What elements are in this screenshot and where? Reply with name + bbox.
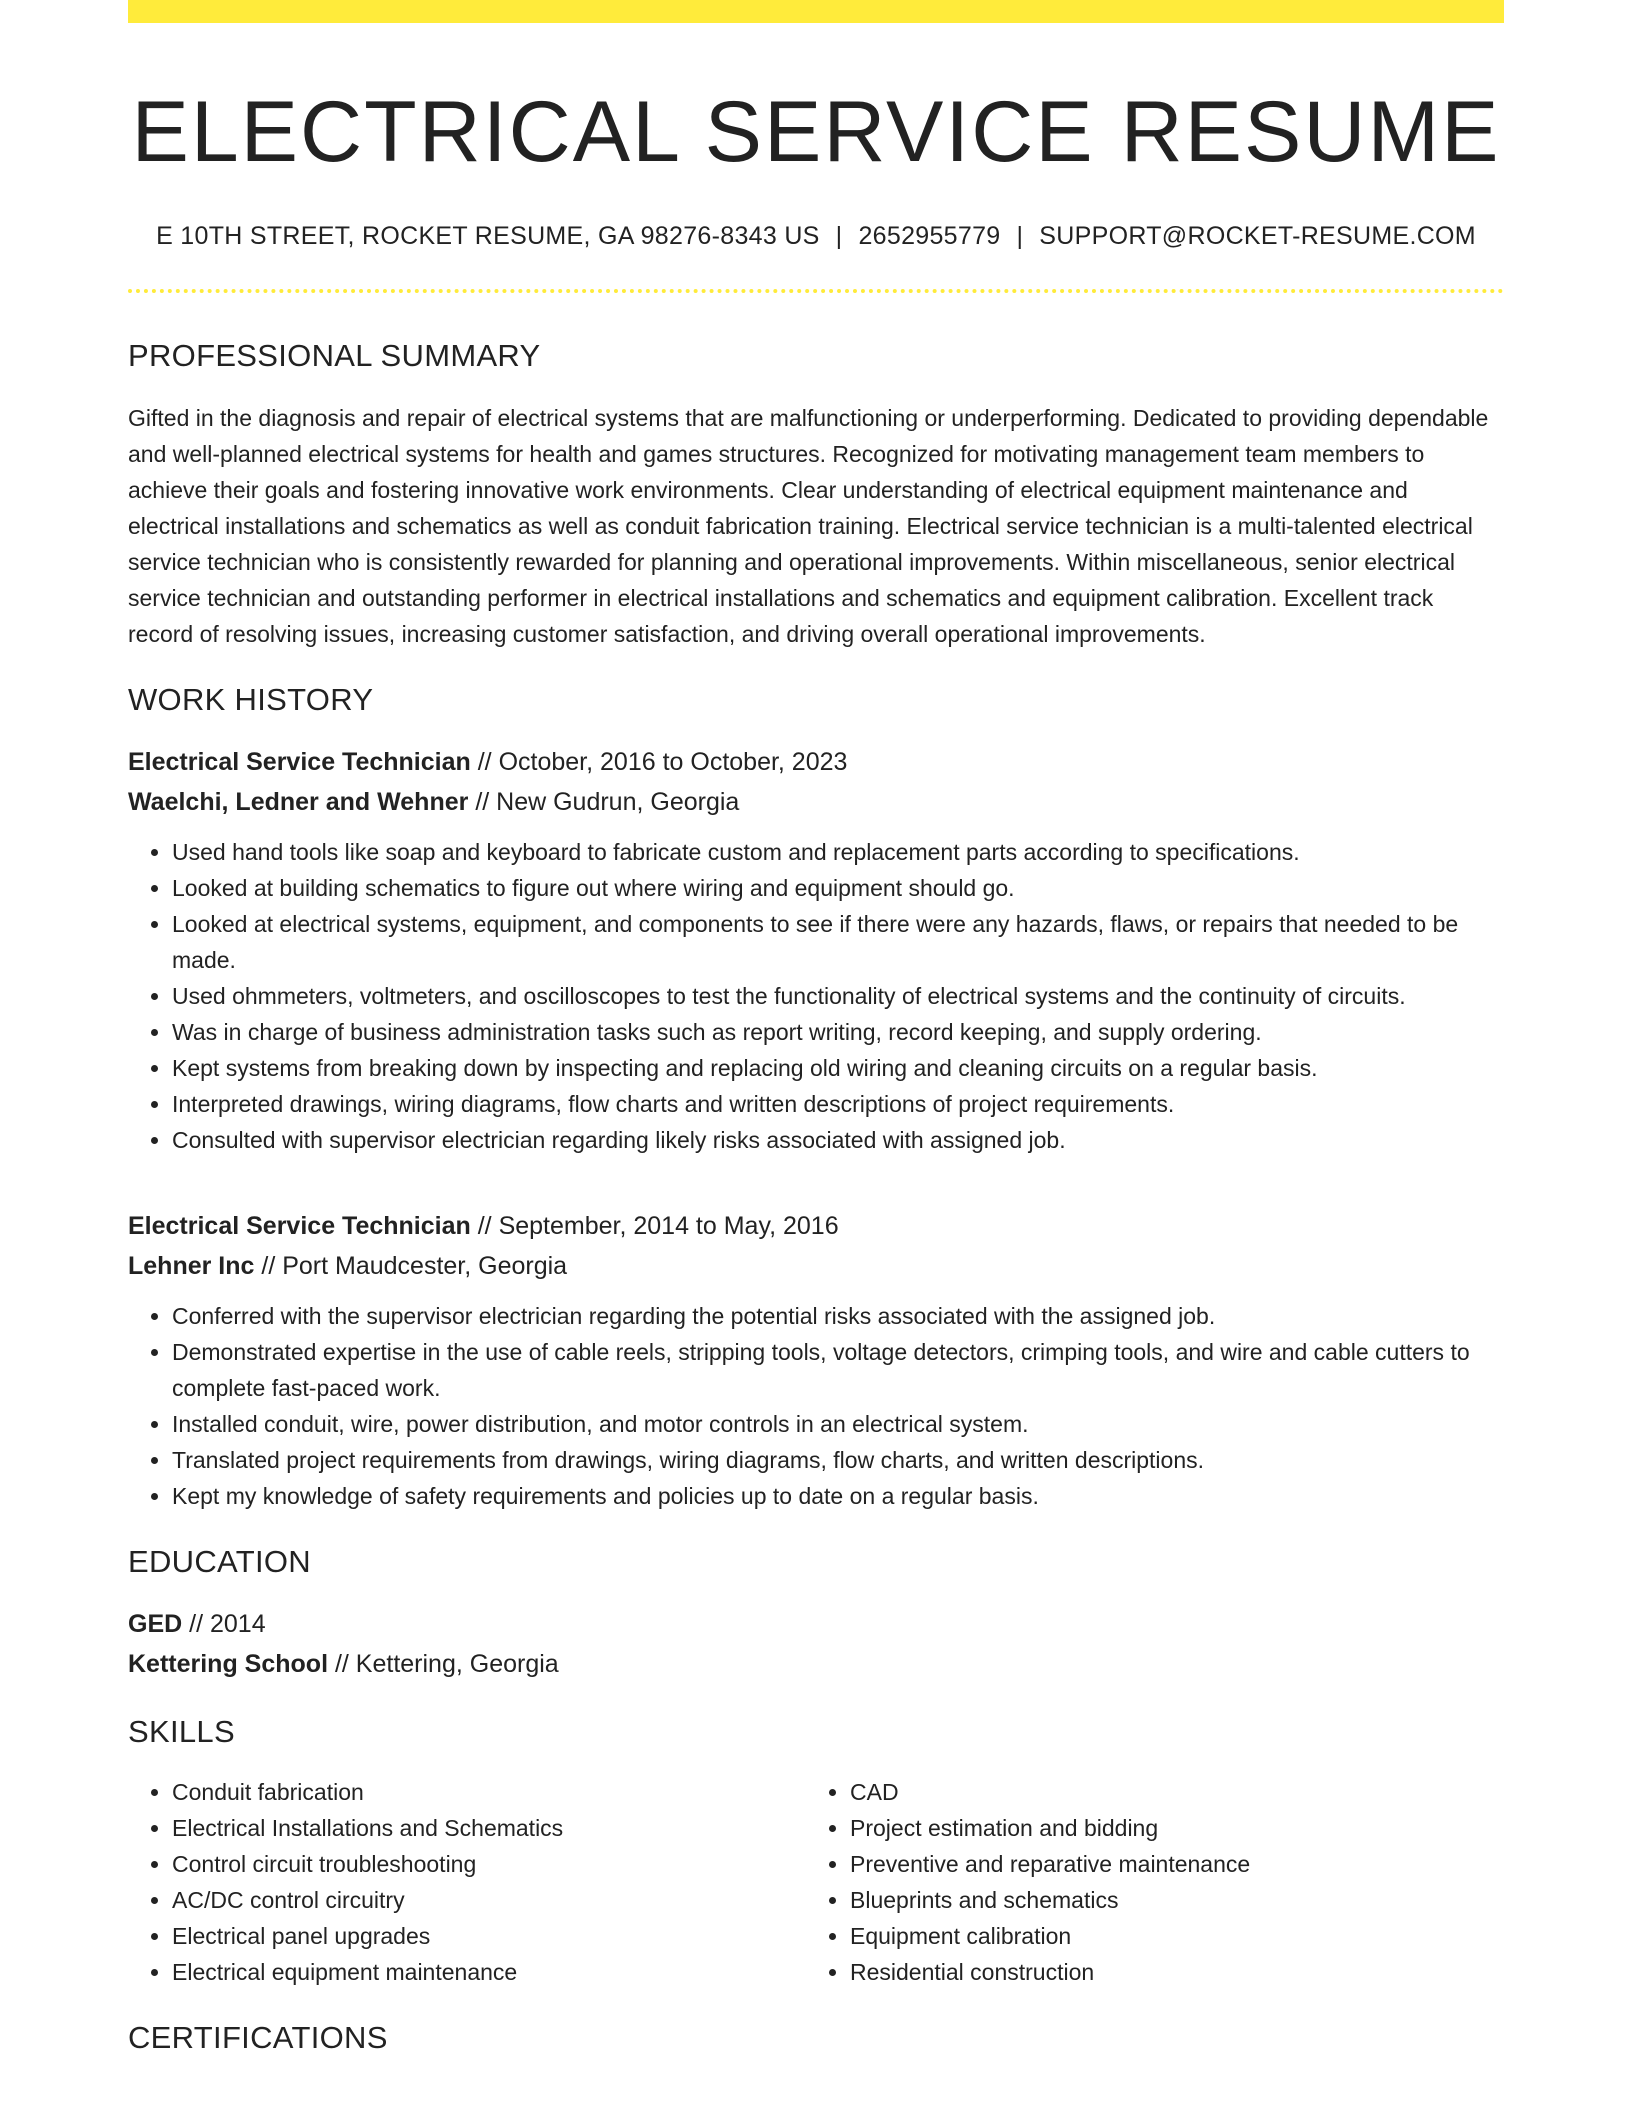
job-company: Lehner Inc <box>128 1252 255 1281</box>
list-item: • Electrical panel upgrades <box>172 1918 806 1954</box>
job-entry <box>128 742 1504 1158</box>
list-item: • Installed conduit, wire, power distribution, and motor controls in an electrical system. <box>172 1406 1504 1442</box>
summary-text: Gifted in the diagnosis and repair of electrical systems that are malfunctioning or underperforming. Dedicated to providing dependable and well-planned electrical systems for health and games structures. Recognized for motivating management team members to achieve their goals and fostering innovative work environments. Clear understanding of electrical equipment maintenance and electrical installations and schematics as well as conduit fabrication training. Electrical service technician is a multi-talented electrical service technician who is consistently rewarded for planning and operational improvements. Within miscellaneous, senior electrical service technician and outstanding performer in electrical installations and schematics and equipment calibration. Excellent track record of resolving issues, increasing customer satisfaction, and driving overall operational improvements. <box>128 405 1489 648</box>
certifications-heading: CERTIFICATIONS <box>128 2020 388 2056</box>
contact-separator: | <box>835 222 843 251</box>
list-item: • Looked at electrical systems, equipment, and components to see if there were any hazards, flaws, or repairs that needed to be made. <box>172 906 1504 978</box>
job-bullets <box>128 834 1504 1158</box>
resume-page <box>128 0 1504 2056</box>
education-school: Kettering School <box>128 1650 329 1679</box>
list-item: • Was in charge of business administration tasks such as report writing, record keeping, and supply ordering. <box>172 1014 1504 1050</box>
list-item: • Electrical Installations and Schematics <box>172 1810 806 1846</box>
job-dates: // October, 2016 to October, 2023 <box>477 748 848 777</box>
top-accent-bar <box>128 0 1504 23</box>
list-item: • Equipment calibration <box>850 1918 1484 1954</box>
dotted-divider <box>128 289 1504 293</box>
education-degree: GED <box>128 1610 183 1639</box>
education-degree-line <box>128 1604 1504 1644</box>
education-heading: EDUCATION <box>128 1544 311 1580</box>
contact-address: E 10TH STREET, ROCKET RESUME, GA 98276-8343 US <box>156 222 820 251</box>
list-item: • AC/DC control circuitry <box>172 1882 806 1918</box>
job-location: // Port Maudcester, Georgia <box>261 1252 568 1281</box>
job-bullets <box>128 1298 1504 1514</box>
list-item: • Conferred with the supervisor electrician regarding the potential risks associated with the assigned job. <box>172 1298 1504 1334</box>
job-title: Electrical Service Technician <box>128 748 471 777</box>
job-location: // New Gudrun, Georgia <box>475 788 740 817</box>
job-title-line <box>128 742 1504 782</box>
list-item: • Blueprints and schematics <box>850 1882 1484 1918</box>
list-item: • Preventive and reparative maintenance <box>850 1846 1484 1882</box>
list-item: • Project estimation and bidding <box>850 1810 1484 1846</box>
list-item: • Interpreted drawings, wiring diagrams, flow charts and written descriptions of project requirements. <box>172 1086 1504 1122</box>
education-location: // Kettering, Georgia <box>334 1650 559 1679</box>
list-item: • Conduit fabrication <box>172 1774 806 1810</box>
skills-columns <box>128 1774 1504 1990</box>
list-item: • Kept systems from breaking down by inspecting and replacing old wiring and cleaning circuits on a regular basis. <box>172 1050 1504 1086</box>
list-item: • Residential construction <box>850 1954 1484 1990</box>
summary-heading: PROFESSIONAL SUMMARY <box>128 338 541 374</box>
job-title: Electrical Service Technician <box>128 1212 471 1241</box>
summary-section <box>128 338 1504 652</box>
job-entry <box>128 1206 1504 1514</box>
list-item: • Consulted with supervisor electrician regarding likely risks associated with assigned job. <box>172 1122 1504 1158</box>
list-item: • Demonstrated expertise in the use of cable reels, stripping tools, voltage detectors, crimping tools, and wire and cable cutters to complete fast-paced work. <box>172 1334 1504 1406</box>
job-title-line <box>128 1206 1504 1246</box>
list-item: • Electrical equipment maintenance <box>172 1954 806 1990</box>
contact-phone: 2652955779 <box>858 222 1001 251</box>
job-company-line <box>128 782 1504 822</box>
skills-list-left <box>128 1774 806 1990</box>
work-history-heading: WORK HISTORY <box>128 682 374 718</box>
contact-line <box>128 222 1504 251</box>
job-company: Waelchi, Ledner and Wehner <box>128 788 469 817</box>
work-history-section <box>128 682 1504 1514</box>
skills-heading: SKILLS <box>128 1714 235 1750</box>
list-item: • Used ohmmeters, voltmeters, and oscilloscopes to test the functionality of electrical systems and the continuity of circuits. <box>172 978 1504 1014</box>
resume-title: ELECTRICAL SERVICE RESUME <box>131 84 1501 180</box>
certifications-section <box>128 2020 1504 2056</box>
contact-separator: | <box>1016 222 1024 251</box>
skills-list-right <box>806 1774 1484 1990</box>
job-company-line <box>128 1246 1504 1286</box>
list-item: • CAD <box>850 1774 1484 1810</box>
list-item: • Control circuit troubleshooting <box>172 1846 806 1882</box>
list-item: • Looked at building schematics to figure out where wiring and equipment should go. <box>172 870 1504 906</box>
list-item: • Used hand tools like soap and keyboard to fabricate custom and replacement parts according to specifications. <box>172 834 1504 870</box>
list-item: • Kept my knowledge of safety requirements and policies up to date on a regular basis. <box>172 1478 1504 1514</box>
list-item: • Translated project requirements from drawings, wiring diagrams, flow charts, and written descriptions. <box>172 1442 1504 1478</box>
skills-section <box>128 1714 1504 1990</box>
education-year: // 2014 <box>189 1610 266 1639</box>
education-school-line <box>128 1644 1504 1684</box>
education-section <box>128 1544 1504 1684</box>
job-dates: // September, 2014 to May, 2016 <box>477 1212 839 1241</box>
contact-email: SUPPORT@ROCKET-RESUME.COM <box>1039 222 1476 251</box>
